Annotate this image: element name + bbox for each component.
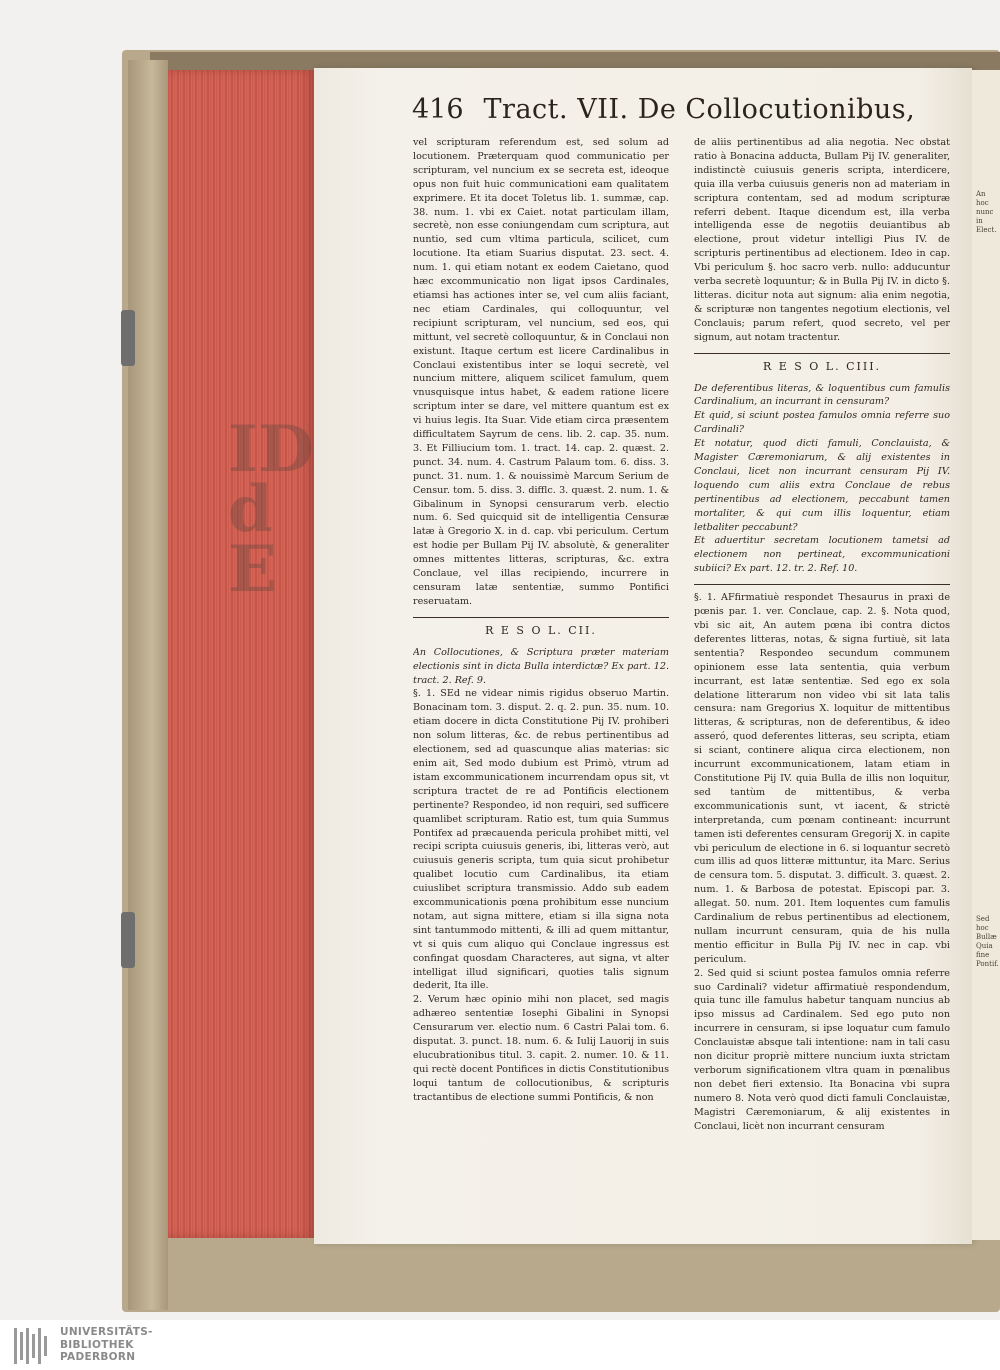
right-column <box>694 136 950 1236</box>
resolution-heading: R E S O L. CII. <box>485 623 597 637</box>
question: An Collocutiones, & Scriptura præter materiam electionis sint in dicta Bulla interdictæ? Ex part. 12. tract. 2. Ref. 9. <box>413 646 669 686</box>
resolution-heading: R E S O L. CIII. <box>762 359 882 373</box>
question: Et quid, si sciunt postea famulos omnia referre suo Cardinali? <box>694 410 950 436</box>
clasp-icon <box>121 310 135 366</box>
clasp-icon <box>121 912 135 968</box>
margin-note: An hoc <box>976 190 989 207</box>
page-number: 416 <box>412 94 464 125</box>
margin-note: Quia <box>976 942 993 950</box>
library-line: UNIVERSITÄTS- <box>60 1326 153 1338</box>
running-header <box>412 94 932 134</box>
section: 2. Verum hæc opinio mihi non placet, sed magis adhæreo sententiæ Iosephi Gibalini in Synopsi Censurarum ver. electio num. 6 Castri Palai tom. 6. disputat. 3. punct. 18. num. 6. & Iulij Lauorij in suis elucubrationibus titul. 3. capit. 2. numer. 10. & 11. qui rectè docent Pontifices in dictis Constitutionibus loqui tantum de collocutionibus, & scripturis tractantibus de electione summi Pontificis, & non <box>413 994 669 1103</box>
show-through-ink: ID d E <box>228 412 314 607</box>
paragraph: vel scripturam referendum est, sed solum ad locutionem. Præterquam quod communicatio per scripturam, vel nuncium ex se secreta est, ideoque opus non fuit huic communicationi eam qualitatem exprimere. Et ita docet Toletus lib. 1. summæ, cap. 38. num. 1. vbi ex Caiet. notat particulam illam, secretè, non esse coniungendam cum scriptura, aut nuntio, sed cum vltima particula, scilicet, cum locutione. Ita etiam Suarius disputat. 23. sect. 4. num. 1. qui etiam notant ex eodem Caietano, quod hæc excommunicatio non ligat ipsos Cardinales, etiamsi has actiones inter se, vel cum aliis faciant, nec etiam Cardinales, qui colloquuntur, vel recipiunt scripturam, vel nuncium, sed eos, qui mittunt, vel secretè colloquuntur, & in Conclaui non existunt. Itaque certum est licere Cardinalibus in Conclaui existentibus inter se loqui secretè, vel nuncium mittere, aliquem scilicet famulum, quem vnusquisque intus habet, & eadem ratione licere scriptum inter se dare, vel mittere quantum est ex vi huius legis. Ita Suar. Vide etiam circa præsentem difficultatem Sayrum de cens. lib. 2. cap. 35. num. 3. Et Filliucium tom. 1. tract. 14. cap. 2. quæst. 2. punct. 34. num. 4. Castrum Palaum tom. 6. diss. 3. punct. 31. num. 1. & nouissimè Marcum Serium de Censur. tom. 5. diss. 3. difflc. 3. quæst. 2. num. 1. & Gibalinum in Synopsi censurarum verb. electio num. 6. Sed quicquid sit de intelligentia Censuræ latæ à Gregorio X. in d. cap. vbi periculum. Certum est hodie per Bullam Pij IV. absolutè, & generaliter omnes mittentes litteras, scripturas, &c. extra Conclaue, vel illas recipiendo, incurrere in censuram latæ sententiæ, summo Pontifici reseruatam. <box>413 137 669 607</box>
margin-note: Bullæ <box>976 933 997 941</box>
book-board <box>128 60 168 1310</box>
question: De deferentibus literas, & loquentibus cum famulis Cardinalium, an incurrant in censuram? <box>694 382 950 408</box>
section: 2. Sed quid si sciunt postea famulos omnia referre suo Cardinali? videtur affirmatiuè respondendum, quia tunc ille famulus habetur tanquam nuncius ab ipso missus ad Cardinalem. Sed ego puto non incurrere in censuram, si ipse loquatur cum famulo Conclauistæ absque tali intentione: nam in tali casu non dicitur propriè mittere nuncium iuxta strictam verborum significationem vltra quam in pœnalibus non debet fieri extensio. Ita Bonacina vbi supra numero 8. Nota verò quod dicti famuli Conclauistæ, Magistri Cæremoniarum, & alij existentes in Conclaui, licèt non incurrant censuram <box>694 967 950 1132</box>
paragraph: de aliis pertinentibus ad alia negotia. Nec obstat ratio à Bonacina adducta, Bullam Pij IV. generaliter, indistinctè cuiusuis generis scripta, interdicere, quia illa verba cuiusuis generis non ad materiam in scriptura contentam, sed ad modum scripturæ referri debent. Itaque dicendum est, illa verba intelligenda esse de negotiis deuiantibus ab electione, prout videtur intelligi Pius IV. de scripturis pertinentibus ad electionem. Ideo in cap. Vbi periculum §. hoc sacro verb. nullo: adducuntur verba secretè loquuntur; & in Bulla Pij IV. in dicto §. litteras. dicitur nota aut signum: alia enim negotia, & scripturæ non tangentes negotium electionis, vel Conclauis; parum refert, quod secreto, vel per signum, aut notam tractentur. <box>694 137 950 343</box>
margin-note: nunc in <box>976 208 994 225</box>
question: Et notatur, quod dicti famuli, Conclauista, & Magister Cæremoniarum, & alij existentes in Conclaui, licet non incurrant censuram Pij IV. loquendo cum aliis extra Conclaue de rebus pertinentibus ad electionem, peccabunt tamen mortaliter, & qui cum illis loquentur, etiam letbaliter peccabunt? <box>694 438 950 533</box>
library-line: BIBLIOTHEK <box>60 1338 134 1351</box>
library-logo-icon <box>14 1328 52 1364</box>
margin-note: fine <box>976 951 990 959</box>
margin-note: Elect. <box>976 226 997 234</box>
facing-page-margin <box>972 70 1000 1240</box>
margin-note: Pontif. <box>976 960 999 968</box>
library-line: PADERBORN <box>60 1351 136 1363</box>
divider <box>694 584 950 585</box>
red-page-edges <box>168 70 314 1238</box>
divider <box>694 353 950 354</box>
running-title: Tract. VII. De Collocutionibus, <box>483 94 916 125</box>
library-name <box>60 1326 153 1364</box>
library-footer <box>0 1320 1000 1370</box>
question: Et aduertitur secretam locutionem tametsi ad electionem non pertineat, excommunicationi subiici? Ex part. 12. tr. 2. Ref. 10. <box>694 535 950 575</box>
left-column <box>413 136 669 1236</box>
section: §. 1. AFfirmatiuè respondet Thesaurus in praxi de pœnis par. 1. ver. Conclaue, cap. 2. §. Nota quod, vbi sic ait, An autem pœna ibi contra dictos deferentes litteras, notas, & signa furtiuè, sit lata sententia? Respondeo secundum communem opinionem esse lata sententia, quia verbum incurrant, est latæ sententiæ. Sed ego ex sola delatione litterarum non video vbi sit lata talis censura: nam Gregorius X. loquitur de mittentibus litteras, & scripturas, non de deferentibus, & ideo asseró, quod deferentes litteras, seu scripta, etiam si sciant, continere aliqua circa electionem, non incurrunt excommunicationem, latam etiam in Constitutione Pij IV. quia Bulla de illis non loquitur, sed tantùm de mittentibus, & verba excommunicationis sunt, vt iacent, & strictè interpretanda, cum pœnam contineant: incurrunt tamen isti deferentes censuram Gregorij X. in capite vbi periculum de electione in 6. si loquantur secretò cum illis ad quos litteræ mittuntur, ita Marc. Serius de censura tom. 5. disputat. 3. difficult. 3. quæst. 2. num. 1. & Barbosa de potestat. Episcopi par. 3. allegat. 50. num. 201. Item loquentes cum famulis Cardinalium de rebus pertinentibus ad electionem, nullam incurrunt censuram, quia de his nulla mentio efficitur in Bulla Pij IV. nec in cap. vbi periculum. <box>694 592 950 965</box>
divider <box>413 617 669 618</box>
section: §. 1. SEd ne videar nimis rigidus obseruo Martin. Bonacinam tom. 3. disput. 2. q. 2. pun. 35. num. 10. etiam docere in dicta Constitutione Pij IV. prohiberi non solum litteras, &c. de rebus pertinentibus ad electionem, sed ad quascunque alias materias: sic enim ait, Sed modo dubium est Primò, vtrum ad istam excommunicationem incurrendam opus sit, vt scriptura tractet de re ad Pontificis electionem pertinente? Respondeo, id non requiri, sed sufficere quamlibet scripturam. Ratio est, tum quia Summus Pontifex ad præcauenda pericula prohibet mitti, vel recipi scripta cuiusuis generis, ibi, litteras verò, aut cuiusuis generis scripta, tum quia sicut prohibetur qualibet locutio cum Cardinalibus, ita etiam cuiuslibet scriptura transmissio. Addo sub eadem excommunicationis pœna prohibitum esse nuncium notam, aut signa mittere, etiam si illa signa nota sint tantummodo mittenti, & illi ad quem mittantur, vt si quis cum aliquo qui Conclaue ingressus est confingat quosdam Characteres, aut signa, vt alter intelligat illud significari, quoties talis signum dederit, Ita ille. <box>413 688 669 992</box>
margin-note: Sed hoc <box>976 915 990 932</box>
